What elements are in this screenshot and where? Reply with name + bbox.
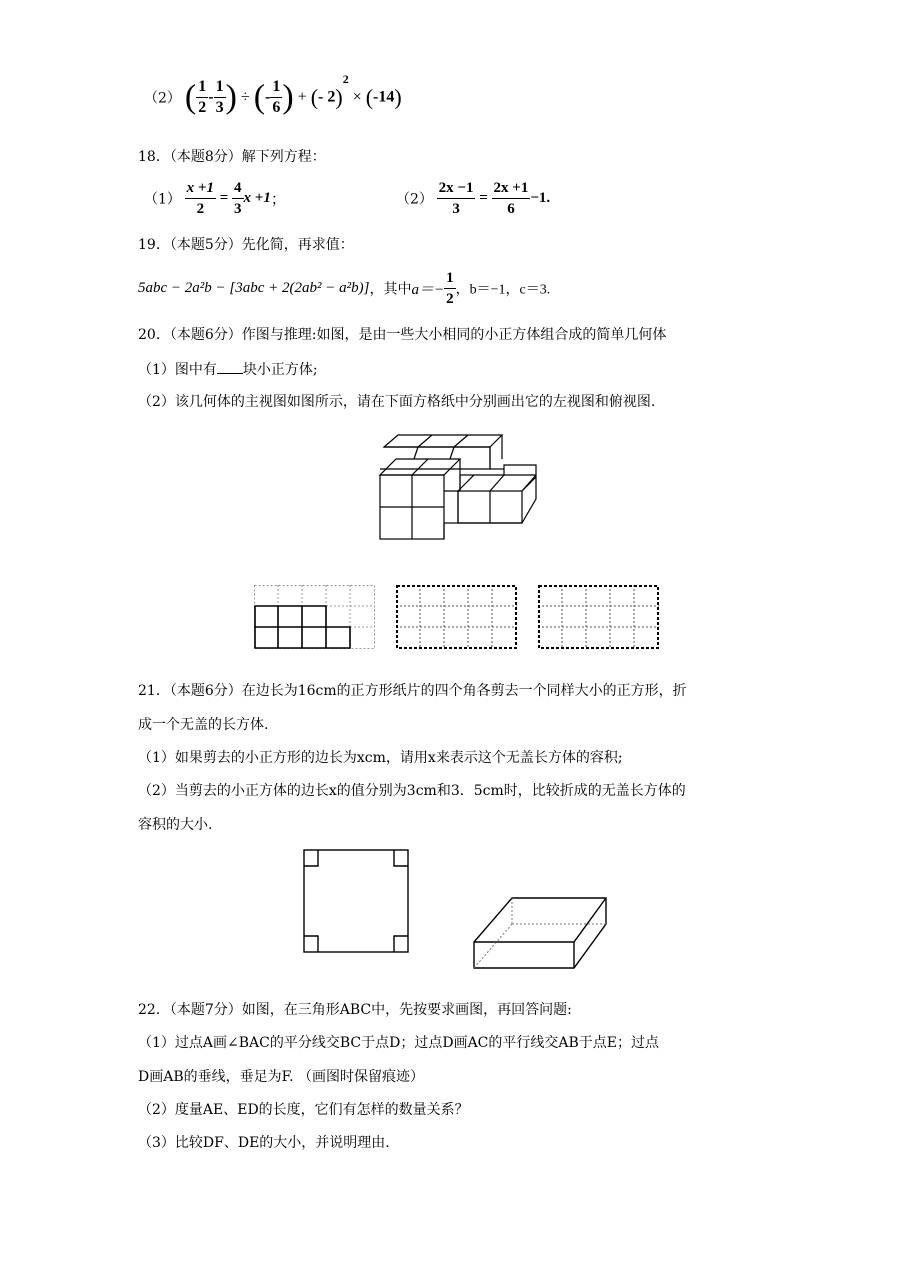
fraction: $\frac{1}{3}$ [215, 77, 224, 116]
fraction: $\frac{1}{2}$ [198, 77, 207, 116]
q22-sub3: （3）比较DF、DE的大小，并说明理由. [138, 1135, 390, 1151]
q22-sub2: （2）度量AE、ED的长度，它们有怎样的数量关系？ [138, 1102, 469, 1118]
top-view-grid [538, 585, 659, 649]
q22-sub1b: D画AB的垂线，垂足为F. （画图时保留痕迹） [138, 1069, 425, 1085]
q21-sub1: （1）如果剪去的小正方形的边长为xcm，请用x来表示这个无盖长方体的容积; [138, 750, 623, 766]
open-box-figure [470, 896, 610, 972]
q21-line1: 21．（本题6分）在边长为16cm的正方形纸片的四个角各剪去一个同样大小的正方形，折 [138, 683, 687, 699]
q20-header: 20．（本题6分）作图与推理:如图，是由一些大小相同的小正方体组合成的简单几何体 [138, 327, 667, 343]
front-view-grid [254, 585, 375, 649]
q19-expression: 5abc − 2a²b − [3abc + 2(2ab² − a²b)]，其中a＝− $\frac{1}{2}$ ，b＝−1，c＝3. [138, 270, 551, 307]
q21-sub2b: 容积的大小. [138, 817, 213, 833]
expression-17-2: （2） ( $\frac{1}{2}$ - $\frac{1}{3}$ ) ÷ (- $\frac{1}{6}$ ) + (- 2)$^2$ × (-14) [144, 72, 402, 116]
q19-header: 19．（本题5分）先化简，再求值： [138, 237, 354, 253]
q22-line1: 22．（本题7分）如图，在三角形ABC中，先按要求画图，再回答问题: [138, 1002, 572, 1018]
cube-structure-figure [370, 425, 550, 555]
q20-sub1: （1）图中有 块小正方体; [138, 359, 318, 379]
q18-equation-1: （1） $\frac{x +1}{2}$ = $\frac{4}{3}$ x +1； [144, 180, 286, 217]
q22-sub1a: （1）过点A画∠BAC的平分线交BC于点D；过点D画AC的平行线交AB于点E；过点 [138, 1035, 660, 1051]
answer-blank [217, 359, 243, 374]
q21-sub2a: （2）当剪去的小正方体的边长x的值分别为3cm和3．5cm时，比较折成的无盖长方体的 [138, 783, 686, 799]
fraction: $\frac{1}{6}$ [272, 77, 281, 116]
q21-line2: 成一个无盖的长方体. [138, 717, 269, 733]
q18-equation-2: （2） $\frac{2x -1}{3}$ = $\frac{2x +1}{6}$ −1. [396, 180, 551, 217]
square-paper-figure [302, 848, 410, 954]
item-label: （2） [144, 90, 181, 107]
q18-header: 18．（本题8分）解下列方程： [138, 149, 326, 165]
q20-sub2: （2）该几何体的主视图如图所示，请在下面方格纸中分别画出它的左视图和俯视图. [138, 394, 656, 410]
left-view-grid [396, 585, 517, 649]
